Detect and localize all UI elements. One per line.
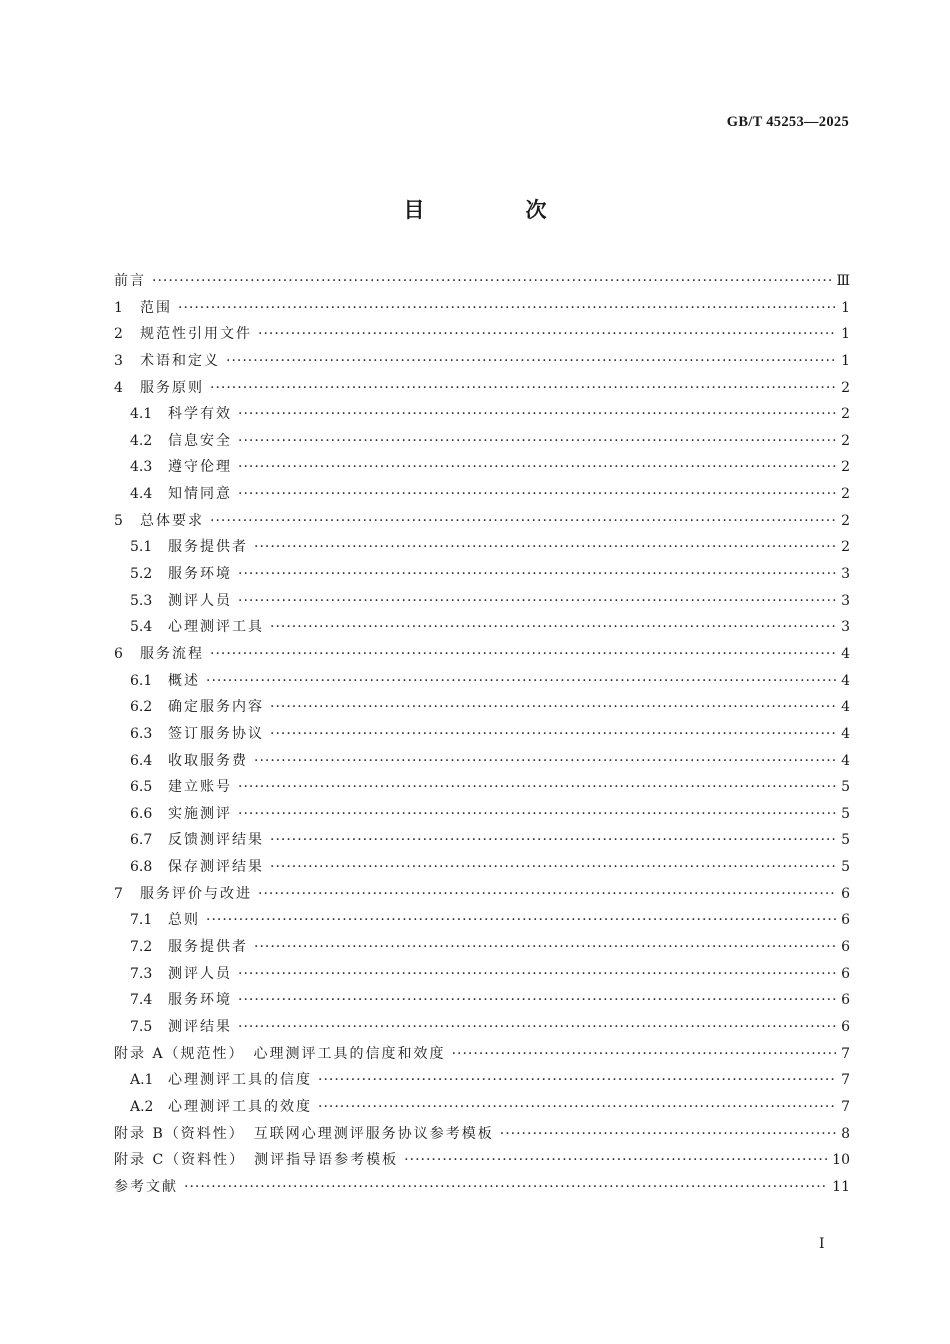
toc-entry-number: 5.3 [130, 592, 153, 609]
toc-entry[interactable] [114, 456, 850, 483]
toc-entry-number: 4.2 [130, 432, 153, 449]
toc-entry-title: 服务评价与改进 [140, 885, 252, 902]
dot-leader [238, 459, 836, 475]
dot-leader [270, 832, 836, 848]
dot-leader [238, 486, 836, 502]
toc-entry-title: 确定服务内容 [168, 699, 264, 716]
toc-entry-page: 6 [841, 939, 850, 956]
toc-entry-title: 知情同意 [168, 486, 232, 503]
toc-entry-title: 测评结果 [168, 1018, 232, 1035]
toc-entry-page: 11 [832, 1178, 850, 1195]
toc-entry-number: A.2 [130, 1098, 154, 1115]
toc-entry[interactable] [114, 403, 850, 430]
dot-leader [254, 939, 836, 955]
toc-entry[interactable] [114, 856, 850, 883]
toc-entry-page: 6 [841, 885, 850, 902]
toc-entry-page: 4 [841, 699, 850, 716]
toc-entry[interactable] [114, 270, 850, 297]
toc-entry[interactable] [114, 1123, 850, 1150]
toc-entry[interactable] [114, 1069, 850, 1096]
dot-leader [254, 753, 836, 769]
toc-entry-title: 心理测评工具 [168, 619, 264, 636]
toc-entry-page: 3 [841, 592, 850, 609]
dot-leader [238, 593, 836, 609]
toc-entry-number: 7.3 [130, 965, 153, 982]
toc-entry-page: 5 [841, 779, 850, 796]
toc-entry[interactable] [114, 1176, 850, 1203]
toc-entry-page: Ⅲ [836, 273, 850, 289]
toc-entry-number: A.1 [130, 1072, 154, 1089]
dot-leader [184, 1179, 828, 1195]
toc-entry-number: 4.4 [130, 486, 153, 503]
dot-leader [152, 273, 832, 289]
toc-entry-title: 附录 C（资料性） 测评指导语参考模板 [114, 1152, 399, 1169]
toc-entry-number: 6.2 [130, 699, 153, 716]
dot-leader [318, 1099, 836, 1115]
dot-leader [238, 966, 836, 982]
toc-entry[interactable] [114, 297, 850, 324]
toc-entry[interactable] [114, 563, 850, 590]
toc-entry-page: 3 [841, 566, 850, 583]
toc-entry-page: 4 [841, 645, 850, 662]
toc-entry-title: 心理测评工具的效度 [168, 1098, 312, 1115]
toc-entry[interactable] [114, 989, 850, 1016]
toc-entry-page: 8 [841, 1125, 850, 1142]
dot-leader [238, 1019, 836, 1035]
dot-leader [318, 1072, 836, 1088]
dot-leader [178, 300, 836, 316]
toc-entry-title: 总体要求 [140, 512, 204, 529]
toc-entry-page: 6 [841, 992, 850, 1009]
toc-entry-page: 4 [841, 725, 850, 742]
toc-entry-title: 建立账号 [168, 779, 232, 796]
dot-leader [238, 566, 836, 582]
toc-entry-number: 5.2 [130, 566, 153, 583]
toc-entry-title: 前言 [114, 273, 146, 289]
toc-entry-title: 服务流程 [140, 645, 204, 662]
toc-entry-page: 6 [841, 965, 850, 982]
toc-entry[interactable] [114, 536, 850, 563]
toc-entry-number: 3 [114, 352, 123, 369]
dot-leader [270, 726, 836, 742]
toc-entry[interactable] [114, 430, 850, 457]
toc-entry-number: 4.1 [130, 406, 153, 423]
toc-entry[interactable] [114, 803, 850, 830]
toc-entry-page: 2 [841, 512, 850, 529]
toc-entry-page: 1 [841, 299, 850, 316]
toc-entry-title: 收取服务费 [168, 752, 248, 769]
toc-entry-title: 参考文献 [114, 1178, 178, 1195]
toc-entry-title: 服务提供者 [168, 939, 248, 956]
toc-entry-title: 遵守伦理 [168, 459, 232, 476]
toc-entry-title: 测评人员 [168, 965, 232, 982]
toc-entry-title: 信息安全 [168, 432, 232, 449]
toc-entry-title: 服务环境 [168, 566, 232, 583]
toc-entry-page: 10 [832, 1152, 850, 1169]
toc-entry[interactable] [114, 936, 850, 963]
toc-entry[interactable] [114, 323, 850, 350]
dot-leader [270, 619, 836, 635]
toc-entry-title: 总则 [168, 912, 200, 929]
dot-leader [206, 912, 836, 928]
toc-entry-title: 签订服务协议 [168, 725, 264, 742]
toc-entry-page: 7 [841, 1098, 850, 1115]
toc-entry-number: 6.4 [130, 752, 153, 769]
toc-entry-title: 心理测评工具的信度 [168, 1072, 312, 1089]
toc-entry-page: 2 [841, 486, 850, 503]
toc-entry-page: 5 [841, 805, 850, 822]
toc-entry-title: 范围 [140, 299, 172, 316]
toc-entry-number: 4 [114, 379, 123, 396]
toc-entry[interactable] [114, 616, 850, 643]
toc-entry-number: 7.4 [130, 992, 153, 1009]
dot-leader [238, 992, 836, 1008]
toc-entry-number: 4.3 [130, 459, 153, 476]
toc-entry-title: 附录 A（规范性） 心理测评工具的信度和效度 [114, 1045, 446, 1062]
toc-entry-number: 7.2 [130, 939, 153, 956]
dot-leader [238, 779, 836, 795]
dot-leader [500, 1126, 836, 1142]
toc-entry[interactable] [114, 776, 850, 803]
toc-entry[interactable] [114, 483, 850, 510]
toc-entry-title: 附录 B（资料性） 互联网心理测评服务协议参考模板 [114, 1125, 494, 1142]
dot-leader [238, 433, 836, 449]
toc-entry-page: 5 [841, 859, 850, 876]
toc-entry[interactable] [114, 723, 850, 750]
dot-leader [258, 886, 836, 902]
toc-entry-title: 服务环境 [168, 992, 232, 1009]
toc-entry-page: 7 [841, 1072, 850, 1089]
toc-entry-page: 4 [841, 672, 850, 689]
dot-leader [238, 806, 836, 822]
toc-entry-page: 1 [841, 326, 850, 343]
toc-entry[interactable] [114, 696, 850, 723]
toc-entry[interactable] [114, 750, 850, 777]
table-of-contents [114, 270, 850, 1202]
dot-leader [210, 513, 836, 529]
toc-entry-number: 7.5 [130, 1018, 153, 1035]
toc-entry[interactable] [114, 643, 850, 670]
toc-title: 目 次 [403, 197, 587, 222]
toc-entry[interactable] [114, 590, 850, 617]
toc-entry-number: 2 [114, 326, 123, 343]
toc-entry[interactable] [114, 670, 850, 697]
dot-leader [206, 673, 836, 689]
toc-entry-number: 1 [114, 299, 123, 316]
toc-entry[interactable] [114, 909, 850, 936]
dot-leader [210, 380, 836, 396]
toc-entry-title: 服务原则 [140, 379, 204, 396]
dot-leader [404, 1152, 828, 1168]
toc-entry-title: 规范性引用文件 [140, 326, 252, 343]
toc-entry-page: 7 [841, 1045, 850, 1062]
toc-entry-page: 4 [841, 752, 850, 769]
toc-entry-number: 7.1 [130, 912, 153, 929]
toc-entry-number: 5.4 [130, 619, 153, 636]
dot-leader [270, 859, 836, 875]
toc-entry-title: 实施测评 [168, 805, 232, 822]
toc-entry[interactable] [114, 883, 850, 910]
toc-entry-number: 5 [114, 512, 123, 529]
toc-entry[interactable] [114, 1016, 850, 1043]
toc-entry-title: 术语和定义 [140, 352, 220, 369]
toc-entry-page: 2 [841, 539, 850, 556]
toc-entry-number: 6.6 [130, 805, 153, 822]
toc-entry-number: 6.7 [130, 832, 153, 849]
page-number: I [819, 1236, 825, 1252]
toc-entry-number: 6.3 [130, 725, 153, 742]
dot-leader [270, 699, 836, 715]
dot-leader [238, 406, 836, 422]
standard-code: GB/T 45253—2025 [726, 114, 849, 130]
toc-entry-title: 服务提供者 [168, 539, 248, 556]
toc-entry-number: 6.1 [130, 672, 153, 689]
toc-entry-number: 6.8 [130, 859, 153, 876]
toc-entry[interactable] [114, 377, 850, 404]
toc-entry[interactable] [114, 1096, 850, 1123]
toc-entry-title: 概述 [168, 672, 200, 689]
dot-leader [258, 326, 836, 342]
toc-entry[interactable] [114, 350, 850, 377]
toc-entry-number: 6 [114, 645, 123, 662]
dot-leader [226, 353, 836, 369]
toc-entry-number: 6.5 [130, 779, 153, 796]
toc-entry-number: 5.1 [130, 539, 153, 556]
toc-entry-page: 6 [841, 1018, 850, 1035]
toc-entry[interactable] [114, 963, 850, 990]
toc-entry[interactable] [114, 510, 850, 537]
toc-entry[interactable] [114, 1149, 850, 1176]
toc-entry-page: 1 [841, 352, 850, 369]
toc-entry-page: 2 [841, 459, 850, 476]
toc-entry-page: 2 [841, 406, 850, 423]
toc-entry-title: 测评人员 [168, 592, 232, 609]
dot-leader [254, 539, 836, 555]
toc-entry-title: 保存测评结果 [168, 859, 264, 876]
toc-entry-page: 6 [841, 912, 850, 929]
toc-entry-title: 科学有效 [168, 406, 232, 423]
toc-entry[interactable] [114, 1043, 850, 1070]
toc-entry-page: 3 [841, 619, 850, 636]
toc-entry-page: 5 [841, 832, 850, 849]
toc-entry-page: 2 [841, 432, 850, 449]
toc-entry[interactable] [114, 829, 850, 856]
dot-leader [210, 646, 836, 662]
toc-entry-title: 反馈测评结果 [168, 832, 264, 849]
toc-entry-number: 7 [114, 885, 123, 902]
dot-leader [452, 1046, 836, 1062]
toc-entry-page: 2 [841, 379, 850, 396]
